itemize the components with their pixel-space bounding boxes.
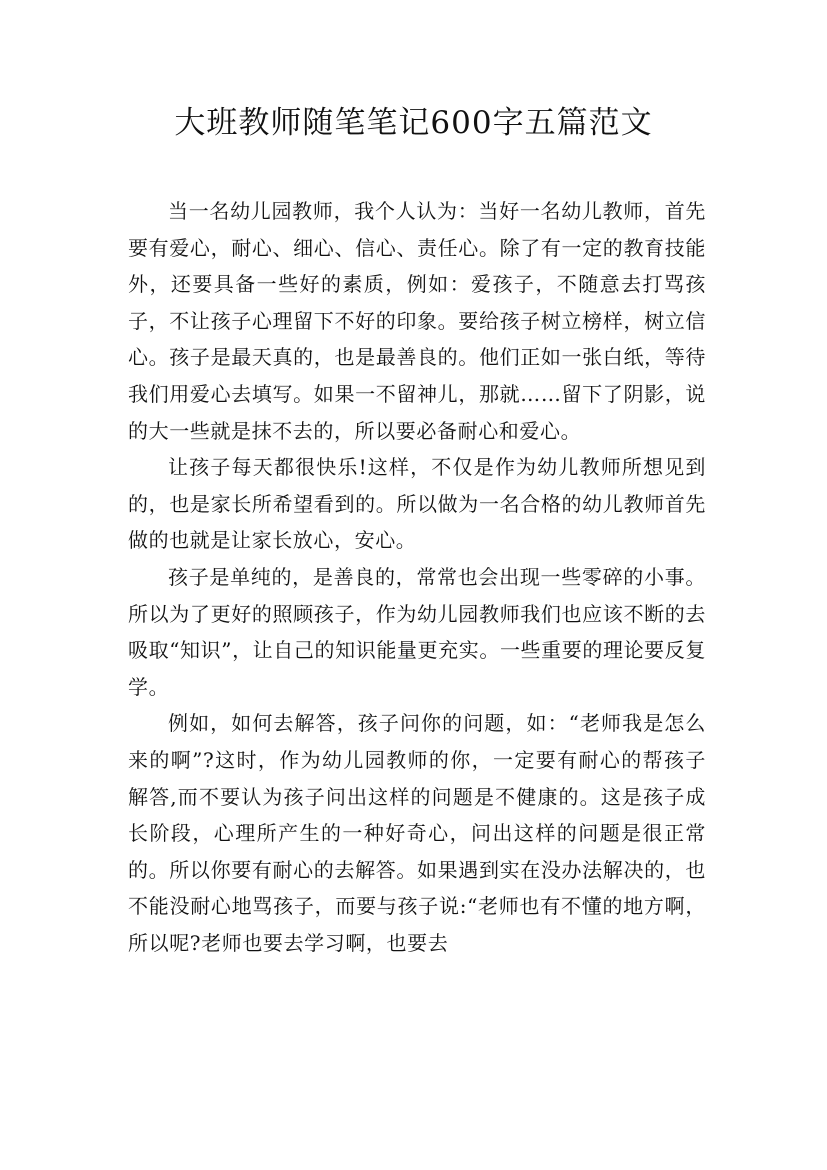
document-title: 大班教师随笔笔记600字五篇范文 — [174, 105, 653, 141]
paragraph-2: 让孩子每天都很快乐!这样，不仅是作为幼儿教师所想见到的，也是家长所希望看到的。所以做为一名合格的幼儿教师首先做的也就是让家长放心，安心。 — [128, 455, 706, 553]
document-body — [128, 193, 706, 961]
paragraph-3: 孩子是单纯的，是善良的，常常也会出现一些零碎的小事。所以为了更好的照顾孩子，作为幼儿园教师我们也应该不断的去吸取“知识”，让自己的知识能量更充实。一些重要的理论要反复学。 — [128, 564, 706, 699]
paragraph-4: 例如，如何去解答，孩子问你的问题，如：“老师我是怎么来的啊”?这时，作为幼儿园教师的你，一定要有耐心的帮孩子解答,而不要认为孩子问出这样的问题是不健康的。这是孩子成长阶段，心理所产生的一种好奇心，问出这样的问题是很正常的。所以你要有耐心的去解答。如果遇到实在没办法解决的，也不能没耐心地骂孩子，而要与孩子说:“老师也有不懂的地方啊，所以呢?老师也要去学习啊，也要去 — [128, 711, 706, 955]
paragraph-1: 当一名幼儿园教师，我个人认为：当好一名幼儿教师，首先要有爱心，耐心、细心、信心、责任心。除了有一定的教育技能外，还要具备一些好的素质，例如：爱孩子，不随意去打骂孩子，不让孩子心理留下不好的印象。要给孩子树立榜样，树立信心。孩子是最天真的，也是最善良的。他们正如一张白纸，等待我们用爱心去填写。如果一不留神儿，那就……留下了阴影，说的大一些就是抹不去的，所以要必备耐心和爱心。 — [128, 199, 706, 443]
